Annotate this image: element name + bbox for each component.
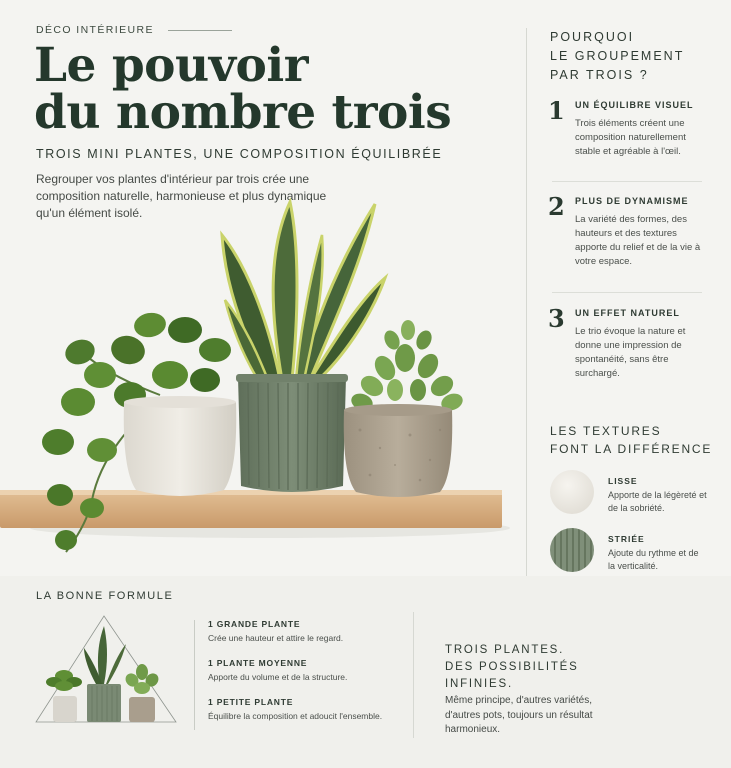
subtitle: TROIS MINI PLANTES, UNE COMPOSITION ÉQUILIBRÉE <box>36 147 443 161</box>
texture-item-fluted <box>550 528 710 574</box>
why-item-number: 1 <box>548 96 565 125</box>
closing-heading-line-1: TROIS PLANTES. <box>445 644 565 656</box>
why-item-title: UN ÉQUILIBRE VISUEL <box>575 100 694 110</box>
formula-item-small <box>208 697 408 721</box>
formula-item-text: Équilibre la composition et adoucit l'ensemble. <box>208 711 383 721</box>
why-heading <box>550 28 684 85</box>
formula-item-text: Apporte du volume et de la structure. <box>208 672 348 682</box>
why-item-text: Le trio évoque la nature et donne une impression de spontanéité, sans être surchargé. <box>575 326 686 379</box>
closing-heading <box>445 642 579 693</box>
snake-plant <box>222 202 385 380</box>
why-heading-line-2: LE GROUPEMENT <box>550 49 685 63</box>
texture-title: LISSE <box>608 476 638 486</box>
formula-item-large <box>208 619 408 643</box>
column-divider <box>526 28 527 576</box>
formula-item-title: 1 GRANDE PLANTE <box>208 619 301 629</box>
closing-text: Même principe, d'autres variétés, d'autres pots, toujours un résultat harmonieux. <box>445 695 593 735</box>
closing-divider <box>413 612 414 738</box>
formula-divider <box>194 620 195 730</box>
formula-item-text: Crée une hauteur et attire le regard. <box>208 633 344 643</box>
why-separator <box>552 292 702 293</box>
formula-item-medium <box>208 658 408 682</box>
kicker-rule <box>168 30 232 31</box>
why-item-1 <box>548 96 708 166</box>
textures-heading-line-1: LES TEXTURES <box>550 424 662 438</box>
why-heading-line-1: POURQUOI <box>550 30 635 44</box>
page-title <box>34 38 504 140</box>
why-item-text: Trois éléments créent une composition naturellement stable et agréable à l'œil. <box>575 118 686 157</box>
intro-text: Regrouper vos plantes d'intérieur par trois crée une composition naturelle, harmonieuse et plus dynamique qu'un élément isolé. <box>36 172 327 220</box>
formula-item-title: 1 PETITE PLANTE <box>208 697 294 707</box>
title-line-2: du nombre trois <box>34 85 452 140</box>
closing-heading-line-3: INFINIES. <box>445 678 513 690</box>
formula-item-title: 1 PLANTE MOYENNE <box>208 658 308 668</box>
hero-plants-illustration <box>0 190 520 570</box>
closing-heading-line-2: DES POSSIBILITÉS <box>445 661 579 673</box>
why-item-number: 2 <box>548 192 565 221</box>
why-item-title: UN EFFET NATUREL <box>575 308 680 318</box>
texture-title: STRIÉE <box>608 534 645 544</box>
why-separator <box>552 181 702 182</box>
textures-heading <box>550 422 712 458</box>
succulent-plant <box>349 320 465 413</box>
why-heading-line-3: PAR TROIS ? <box>550 68 649 82</box>
fluted-texture-swatch <box>550 528 594 572</box>
why-item-3 <box>548 304 708 390</box>
rough-stone-pot <box>344 404 453 497</box>
texture-text: Ajoute du rythme et de la verticalité. <box>608 548 699 571</box>
why-item-text: La variété des formes, des hauteurs et des textures apporte du relief et de la vie à votre espace. <box>575 214 701 267</box>
formula-heading: LA BONNE FORMULE <box>36 590 174 602</box>
why-item-2 <box>548 192 708 278</box>
fluted-green-pot <box>236 374 348 492</box>
wooden-shelf <box>0 490 502 528</box>
kicker-label: DÉCO INTÉRIEURE <box>36 24 154 36</box>
title-line-1: Le pouvoir <box>34 38 308 93</box>
textures-heading-line-2: FONT LA DIFFÉRENCE <box>550 442 713 456</box>
kicker <box>36 24 232 36</box>
smooth-texture-swatch <box>550 470 594 514</box>
texture-item-smooth <box>550 470 710 516</box>
why-item-title: PLUS DE DYNAMISME <box>575 196 689 206</box>
why-item-number: 3 <box>548 304 565 333</box>
formula-triangle-illustration <box>34 612 180 726</box>
smooth-white-pot <box>124 396 237 496</box>
texture-text: Apporte de la légèreté et de la sobriété. <box>608 490 707 513</box>
